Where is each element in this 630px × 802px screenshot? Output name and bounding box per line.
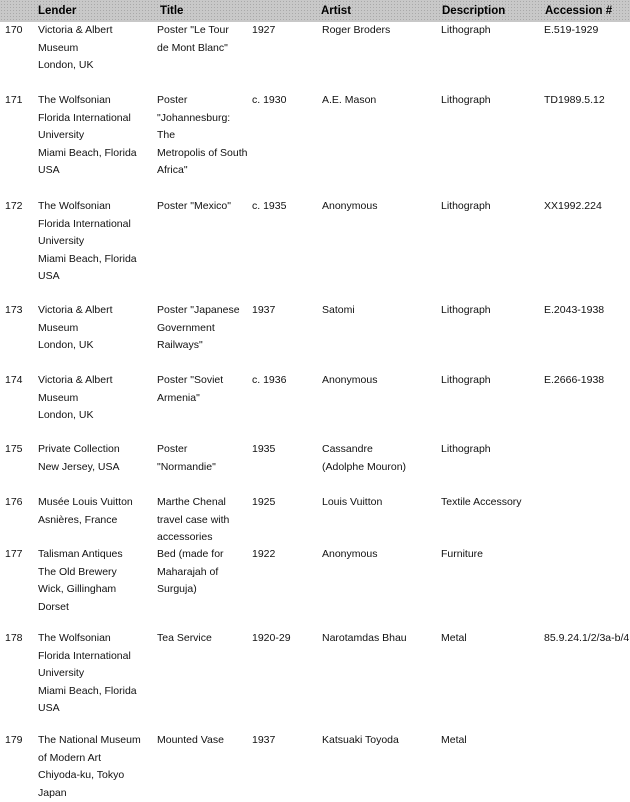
cell-artist: Satomi (322, 304, 355, 316)
cell-date: 1922 (252, 548, 276, 560)
cell-title: Poster "Johannesburg: The Metropolis of South Africa" (157, 94, 248, 176)
cell-lender: The Wolfsonian Florida International University Miami Beach, Florida USA (38, 200, 137, 282)
cell-accession: E.519-1929 (544, 24, 599, 36)
cell-description: Lithograph (441, 200, 491, 212)
cell-title: Poster "Soviet Armenia" (157, 374, 224, 404)
cell-description: Lithograph (441, 94, 491, 106)
cell-description: Lithograph (441, 443, 491, 455)
cell-title: Tea Service (157, 632, 212, 644)
cell-title: Marthe Chenal travel case with accessories (157, 496, 230, 543)
cell-artist: Katsuaki Toyoda (322, 734, 399, 746)
cell-num: 177 (5, 548, 23, 560)
cell-title: Poster "Mexico" (157, 200, 231, 212)
cell-title: Poster "Normandie" (157, 443, 216, 473)
cell-num: 170 (5, 24, 23, 36)
cell-date: 1920-29 (252, 632, 291, 644)
cell-lender: Victoria & Albert Museum London, UK (38, 24, 113, 71)
cell-title: Mounted Vase (157, 734, 224, 746)
cell-num: 174 (5, 374, 23, 386)
cell-description: Metal (441, 632, 467, 644)
cell-artist: Louis Vuitton (322, 496, 383, 508)
cell-date: c. 1935 (252, 200, 287, 212)
cell-description: Metal (441, 734, 467, 746)
cell-lender: Private Collection New Jersey, USA (38, 443, 120, 473)
cell-description: Lithograph (441, 374, 491, 386)
cell-accession: XX1992.224 (544, 200, 602, 212)
cell-lender: Victoria & Albert Museum London, UK (38, 304, 113, 351)
cell-title: Poster "Japanese Government Railways" (157, 304, 240, 351)
cell-artist: A.E. Mason (322, 94, 377, 106)
cell-lender: Victoria & Albert Museum London, UK (38, 374, 113, 421)
cell-accession: TD1989.5.12 (544, 94, 605, 106)
header-title: Title (160, 5, 184, 17)
cell-num: 176 (5, 496, 23, 508)
cell-lender: The Wolfsonian Florida International University Miami Beach, Florida USA (38, 94, 137, 176)
cell-date: 1937 (252, 734, 276, 746)
header-accession: Accession # (545, 5, 613, 17)
header-artist: Artist (321, 5, 352, 17)
cell-artist: Narotamdas Bhau (322, 632, 407, 644)
cell-lender: The Wolfsonian Florida International University Miami Beach, Florida USA (38, 632, 137, 714)
cell-lender: Talisman Antiques The Old Brewery Wick, Gillingham Dorset (38, 548, 123, 613)
cell-accession: E.2666-1938 (544, 374, 605, 386)
header-lender: Lender (38, 5, 77, 17)
cell-accession: 85.9.24.1/2/3a-b/4 (544, 632, 630, 644)
cell-title: Poster "Le Tour de Mont Blanc" (157, 24, 229, 54)
cell-num: 178 (5, 632, 23, 644)
cell-num: 179 (5, 734, 23, 746)
cell-accession: E.2043-1938 (544, 304, 605, 316)
cell-description: Furniture (441, 548, 484, 560)
table-header (0, 0, 630, 22)
cell-title: Bed (made for Maharajah of Surguja) (157, 548, 224, 595)
cell-num: 172 (5, 200, 23, 212)
cell-artist: Anonymous (322, 548, 378, 560)
cell-lender: The National Museum of Modern Art Chiyoda-ku, Tokyo Japan (38, 734, 141, 799)
cell-date: 1927 (252, 24, 276, 36)
cell-artist: Cassandre (Adolphe Mouron) (322, 443, 407, 473)
cell-artist: Anonymous (322, 200, 378, 212)
cell-num: 171 (5, 94, 23, 106)
cell-num: 175 (5, 443, 23, 455)
cell-description: Textile Accessory (441, 496, 522, 508)
cell-num: 173 (5, 304, 23, 316)
cell-artist: Anonymous (322, 374, 378, 386)
cell-date: 1935 (252, 443, 276, 455)
cell-date: c. 1936 (252, 374, 287, 386)
cell-artist: Roger Broders (322, 24, 391, 36)
cell-lender: Musée Louis Vuitton Asnières, France (38, 496, 133, 526)
cell-date: 1925 (252, 496, 276, 508)
cell-description: Lithograph (441, 24, 491, 36)
cell-description: Lithograph (441, 304, 491, 316)
header-description: Description (442, 5, 506, 17)
cell-date: c. 1930 (252, 94, 287, 106)
cell-date: 1937 (252, 304, 276, 316)
